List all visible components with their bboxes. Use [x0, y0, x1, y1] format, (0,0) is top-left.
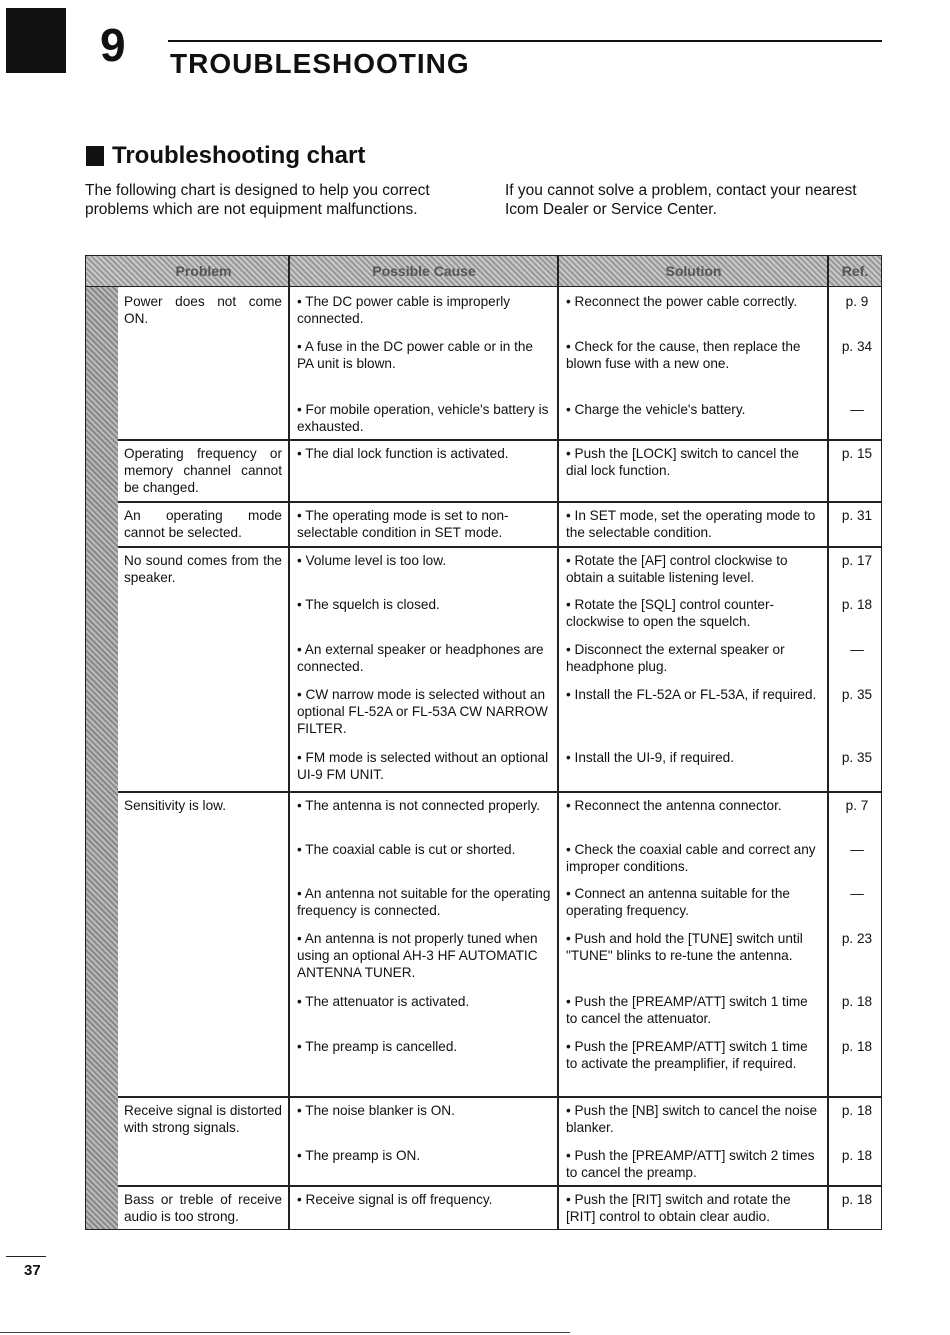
bullet-icon: • [297, 508, 306, 523]
reference-cell: p. 17 [841, 553, 873, 568]
section-heading [86, 142, 365, 170]
reference-cell: p. 18 [841, 1192, 873, 1207]
bullet-icon: • [566, 446, 575, 461]
solution-cell [566, 1147, 821, 1181]
bullet-icon: • [297, 886, 305, 901]
solution-text: Check for the cause, then replace the blown fuse with a new one. [566, 339, 801, 371]
reference-cell: p. 35 [841, 687, 873, 702]
bullet-icon: • [297, 842, 306, 857]
bullet-icon: • [566, 1192, 575, 1207]
solution-cell [566, 445, 821, 479]
solution-cell [566, 1102, 821, 1136]
bullet-icon: • [566, 597, 575, 612]
cause-text: An antenna is not properly tuned when using an optional AH-3 HF AUTOMATIC ANTENNA TUNER. [297, 931, 538, 980]
solution-text: Reconnect the antenna connector. [574, 798, 782, 813]
bullet-icon: • [297, 597, 306, 612]
cause-cell [297, 552, 551, 569]
bullet-icon: • [297, 798, 306, 813]
problem-cell: Bass or treble of receive audio is too strong. [124, 1192, 282, 1224]
column-header-ref: Ref. [841, 263, 869, 279]
table-header-row [86, 256, 881, 287]
column-divider [557, 256, 559, 1229]
solution-text: Push the [LOCK] switch to cancel the dial lock function. [566, 446, 799, 478]
bullet-icon: • [297, 994, 306, 1009]
row-divider [118, 1185, 881, 1187]
cause-cell [297, 293, 551, 327]
bullet-icon: • [297, 553, 306, 568]
bullet-icon: • [297, 642, 305, 657]
solution-cell [566, 552, 821, 586]
solution-cell [566, 797, 821, 814]
bullet-icon: • [566, 339, 575, 354]
bullet-icon: • [297, 1192, 306, 1207]
solution-cell [566, 749, 821, 766]
side-strip [86, 256, 118, 1229]
bullet-icon: • [566, 750, 575, 765]
solution-text: Push the [RIT] switch and rotate the [RIT] control to obtain clear audio. [566, 1192, 791, 1224]
reference-cell: p. 15 [841, 446, 873, 461]
cause-text: The preamp is cancelled. [305, 1039, 458, 1054]
cause-text: Receive signal is off frequency. [305, 1192, 493, 1207]
solution-cell [566, 596, 821, 630]
cause-text: An external speaker or headphones are connected. [297, 642, 544, 674]
solution-text: Push the [PREAMP/ATT] switch 1 time to activate the preamplifier, if required. [566, 1039, 808, 1071]
cause-cell [297, 686, 551, 737]
cause-text: The squelch is closed. [305, 597, 440, 612]
cause-cell [297, 797, 551, 814]
column-header-cause: Possible Cause [372, 263, 476, 279]
solution-text: Push the [PREAMP/ATT] switch 2 times to cancel the preamp. [566, 1148, 815, 1180]
solution-cell [566, 1038, 821, 1072]
bullet-icon: • [566, 553, 575, 568]
problem-cell: Sensitivity is low. [124, 798, 226, 813]
intro-right: If you cannot solve a problem, contact your nearest Icom Dealer or Service Center. [505, 182, 857, 218]
solution-text: Rotate the [AF] control clockwise to obtain a suitable listening level. [566, 553, 788, 585]
cause-cell [297, 1191, 551, 1208]
solution-text: Check the coaxial cable and correct any improper conditions. [566, 842, 816, 874]
reference-cell: p. 35 [841, 750, 873, 765]
cause-text: The dial lock function is activated. [305, 446, 509, 461]
column-header-problem: Problem [175, 263, 232, 279]
bullet-icon: • [566, 402, 575, 417]
cause-cell [297, 596, 551, 613]
solution-cell [566, 993, 821, 1027]
bullet-icon: • [566, 294, 575, 309]
cause-text: The antenna is not connected properly. [305, 798, 541, 813]
bullet-icon: • [297, 339, 305, 354]
solution-text: In SET mode, set the operating mode to the selectable condition. [566, 508, 816, 540]
reference-cell: p. 18 [841, 597, 873, 612]
cause-cell [297, 841, 551, 858]
row-divider [118, 546, 881, 548]
bullet-icon: • [566, 642, 575, 657]
cause-text: The noise blanker is ON. [305, 1103, 455, 1118]
cause-text: For mobile operation, vehicle's battery is exhausted. [297, 402, 549, 434]
bullet-icon: • [566, 508, 575, 523]
cause-cell [297, 1147, 551, 1164]
cause-cell [297, 993, 551, 1010]
bullet-icon: • [566, 1148, 575, 1163]
cause-text: The preamp is ON. [305, 1148, 421, 1163]
reference-cell: p. 23 [841, 931, 873, 946]
solution-cell [566, 841, 821, 875]
bullet-icon: • [566, 798, 575, 813]
solution-text: Connect an antenna suitable for the operating frequency. [566, 886, 790, 918]
reference-cell: — [850, 886, 864, 901]
bullet-icon: • [297, 687, 306, 702]
bullet-icon: • [566, 886, 575, 901]
bullet-icon: • [566, 1103, 575, 1118]
bullet-icon: • [297, 750, 306, 765]
bullet-icon: • [297, 402, 306, 417]
problem-cell: Power does not come ON. [124, 294, 282, 326]
problem-cell: Receive signal is distorted with strong signals. [124, 1103, 282, 1135]
solution-text: Push the [PREAMP/ATT] switch 1 time to cancel the attenuator. [566, 994, 808, 1026]
solution-text: Charge the vehicle's battery. [574, 402, 746, 417]
solution-cell [566, 293, 821, 310]
chapter-title: TROUBLESHOOTING [170, 48, 470, 79]
cause-text: The DC power cable is improperly connected. [297, 294, 511, 326]
reference-cell: — [850, 642, 864, 657]
problem-cell: No sound comes from the speaker. [124, 553, 282, 585]
cause-cell [297, 885, 551, 919]
problem-cell: An operating mode cannot be selected. [124, 508, 282, 540]
cause-text: A fuse in the DC power cable or in the PA unit is blown. [297, 339, 533, 371]
bullet-icon: • [566, 931, 575, 946]
solution-cell [566, 686, 821, 703]
bullet-icon: • [297, 931, 305, 946]
row-divider [118, 1096, 881, 1098]
solution-cell [566, 1191, 821, 1225]
cause-cell [297, 930, 551, 981]
section-heading-text: Troubleshooting chart [112, 142, 366, 169]
bullet-icon: • [297, 446, 306, 461]
cause-cell [297, 1038, 551, 1055]
cause-cell [297, 1102, 551, 1119]
solution-text: Disconnect the external speaker or headphone plug. [566, 642, 785, 674]
intro-left: The following chart is designed to help you correct problems which are not equipment malfunctions. [85, 182, 430, 218]
solution-cell [566, 930, 821, 964]
solution-cell [566, 885, 821, 919]
column-divider [827, 256, 829, 1229]
bullet-icon: • [297, 1103, 306, 1118]
solution-cell [566, 338, 821, 372]
bullet-icon: • [566, 994, 575, 1009]
row-divider [118, 439, 881, 441]
cause-cell [297, 338, 551, 372]
page-number: 37 [24, 1262, 41, 1279]
reference-cell: — [850, 402, 864, 417]
cause-text: An antenna not suitable for the operating frequency is connected. [297, 886, 551, 918]
bullet-icon: • [566, 842, 575, 857]
row-divider [118, 501, 881, 503]
cause-text: FM mode is selected without an optional UI-9 FM UNIT. [297, 750, 549, 782]
reference-cell: p. 18 [841, 1103, 873, 1118]
solution-cell [566, 507, 821, 541]
solution-text: Push the [NB] switch to cancel the noise blanker. [566, 1103, 818, 1135]
column-divider [288, 256, 290, 1229]
reference-cell: p. 18 [841, 1148, 873, 1163]
solution-text: Install the UI-9, if required. [574, 750, 734, 765]
reference-cell: p. 18 [841, 994, 873, 1009]
chapter-number: 9 [100, 19, 126, 71]
troubleshooting-table [85, 255, 882, 1230]
reference-cell: p. 7 [845, 798, 869, 813]
bullet-icon: • [566, 687, 575, 702]
cause-cell [297, 445, 551, 462]
bullet-icon: • [297, 1039, 306, 1054]
cause-cell [297, 749, 551, 783]
reference-cell: — [850, 842, 864, 857]
cause-cell [297, 507, 551, 541]
solution-text: Install the FL-52A or FL-53A, if required. [574, 687, 817, 702]
cause-text: CW narrow mode is selected without an optional FL-52A or FL-53A CW NARROW FILTER. [297, 687, 548, 736]
header-rule [168, 40, 882, 42]
bottom-rule [0, 1332, 570, 1333]
cause-text: The attenuator is activated. [305, 994, 470, 1009]
column-header-solution: Solution [665, 263, 722, 279]
solution-text: Push and hold the [TUNE] switch until "TUNE" blinks to re-tune the antenna. [566, 931, 803, 963]
cause-text: Volume level is too low. [305, 553, 447, 568]
square-bullet-icon [86, 146, 104, 166]
reference-cell: p. 18 [841, 1039, 873, 1054]
reference-cell: p. 31 [841, 508, 873, 523]
cause-text: The operating mode is set to non-selectable condition in SET mode. [297, 508, 509, 540]
bullet-icon: • [566, 1039, 575, 1054]
reference-cell: p. 9 [845, 294, 869, 309]
problem-cell: Operating frequency or memory channel cannot be changed. [124, 446, 282, 495]
solution-cell [566, 401, 821, 418]
bullet-icon: • [297, 294, 306, 309]
chapter-tab-block [6, 8, 66, 73]
row-divider [118, 791, 881, 793]
page-number-rule [6, 1256, 46, 1257]
bullet-icon: • [297, 1148, 306, 1163]
cause-cell [297, 401, 551, 435]
solution-cell [566, 641, 821, 675]
cause-cell [297, 641, 551, 675]
solution-text: Rotate the [SQL] control counter-clockwise to open the squelch. [566, 597, 775, 629]
solution-text: Reconnect the power cable correctly. [574, 294, 798, 309]
cause-text: The coaxial cable is cut or shorted. [305, 842, 516, 857]
reference-cell: p. 34 [841, 339, 873, 354]
